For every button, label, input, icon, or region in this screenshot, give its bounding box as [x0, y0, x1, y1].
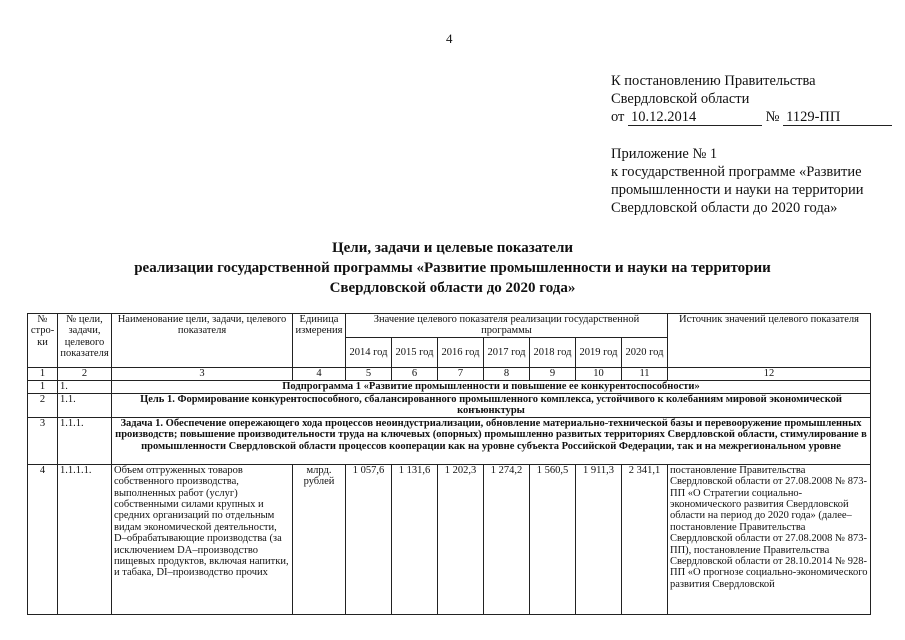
- col-number: 8: [484, 367, 530, 380]
- appendix-label: Приложение № 1: [611, 146, 718, 162]
- col-number: 2: [58, 367, 112, 380]
- header-values: Значение целевого показателя реализации государственной программы: [346, 314, 668, 338]
- header-year: 2020 год: [622, 337, 668, 367]
- col-number: 3: [112, 367, 293, 380]
- program-line-2: промышленности и науки на территории: [611, 182, 864, 198]
- resolution-number: 1129-ПП: [783, 110, 892, 126]
- table-row: [28, 417, 871, 464]
- header-source: Источник значений целевого показателя: [668, 314, 871, 368]
- program-line-1: к государственной программе «Развитие: [611, 164, 862, 180]
- title-line-2: реализации государственной программы «Развитие промышленности и науки на территории: [134, 260, 771, 276]
- table-row: [28, 393, 871, 417]
- date-prefix: от: [611, 109, 625, 125]
- header-year: 2016 год: [438, 337, 484, 367]
- header-year: 2018 год: [530, 337, 576, 367]
- indicator-source: постановление Правительства Свердловской области от 27.08.2008 № 873-ПП «О Стратегии социально-экономического развития Свердловской области на период до 2020 года» (далее–постановление Правительства Свердловской области от 27.08.2008 № 873-ПП), постановление Правительства Свердловской области от 28.10.2014 № 928-ПП «О прогнозе социально-экономического развития Свердловской: [668, 464, 871, 614]
- col-number: 9: [530, 367, 576, 380]
- header-line-1: К постановлению Правительства: [611, 73, 816, 89]
- program-line-3: Свердловской области до 2020 года»: [611, 200, 838, 216]
- goal-number: 1.1.1.: [58, 417, 112, 464]
- page-number: 4: [446, 31, 453, 46]
- row-number: 2: [28, 393, 58, 417]
- header-date-line: [611, 108, 892, 126]
- table-row: [28, 380, 871, 393]
- header-goal-no: № цели, задачи, целевого показателя: [58, 314, 112, 368]
- goal-number: 1.: [58, 380, 112, 393]
- table-row: [28, 464, 871, 614]
- subprogram-title: Подпрограмма 1 «Развитие промышленности и повышение ее конкурентоспособности»: [112, 380, 871, 393]
- header-year: 2017 год: [484, 337, 530, 367]
- col-number: 7: [438, 367, 484, 380]
- col-number: 6: [392, 367, 438, 380]
- header-year: 2015 год: [392, 337, 438, 367]
- header-name: Наименование цели, задачи, целевого показателя: [112, 314, 293, 368]
- header-line-2: Свердловской области: [611, 91, 750, 107]
- indicator-name: Объем отгруженных товаров собственного производства, выполненных работ (услуг) собственными силами крупных и средних организаций по отдельным видам экономической деятельности, D–обрабатывающие производства (за исключением DA–производство пищевых продуктов, включая напитки, и табака, DI–производство прочих: [112, 464, 293, 614]
- col-number: 1: [28, 367, 58, 380]
- task-title: Задача 1. Обеспечение опережающего хода процессов неоиндустриализации, обновление материально-технической базы и перевооружение промышленных производств; повышение производительности труда на ключевых (опорных) промышленно развитых территориях Свердловской области, стимулирование в промышленности Свердловской области процессов кооперации как на уровне субъекта Российской Федерации, так и на межрегиональном уровне: [112, 417, 871, 464]
- number-prefix: №: [765, 109, 780, 125]
- goal-number: 1.1.: [58, 393, 112, 417]
- row-number: 3: [28, 417, 58, 464]
- row-number: 4: [28, 464, 58, 614]
- indicator-value: 1 274,2: [484, 464, 530, 614]
- goal-title: Цель 1. Формирование конкурентоспособного, сбалансированного промышленного комплекса, устойчивого к колебаниям мировой экономической конъюнктуры: [112, 393, 871, 417]
- indicator-value: 1 560,5: [530, 464, 576, 614]
- col-number: 5: [346, 367, 392, 380]
- indicator-value: 1 131,6: [392, 464, 438, 614]
- resolution-date: 10.12.2014: [628, 110, 762, 126]
- col-number: 4: [293, 367, 346, 380]
- indicator-value: 1 057,6: [346, 464, 392, 614]
- col-number: 10: [576, 367, 622, 380]
- indicator-value: 1 911,3: [576, 464, 622, 614]
- indicator-unit: млрд. рублей: [293, 464, 346, 614]
- document-title: [0, 238, 905, 298]
- indicators-table: [27, 313, 871, 615]
- title-line-3: Свердловской области до 2020 года»: [329, 280, 576, 296]
- header-row-no: № стро-ки: [28, 314, 58, 368]
- resolution-header: [611, 72, 892, 217]
- indicator-value: 1 202,3: [438, 464, 484, 614]
- col-number: 11: [622, 367, 668, 380]
- title-line-1: Цели, задачи и целевые показатели: [331, 240, 574, 256]
- col-number: 12: [668, 367, 871, 380]
- header-unit: Единица измерения: [293, 314, 346, 368]
- goal-number: 1.1.1.1.: [58, 464, 112, 614]
- row-number: 1: [28, 380, 58, 393]
- header-year: 2019 год: [576, 337, 622, 367]
- header-year: 2014 год: [346, 337, 392, 367]
- indicator-value: 2 341,1: [622, 464, 668, 614]
